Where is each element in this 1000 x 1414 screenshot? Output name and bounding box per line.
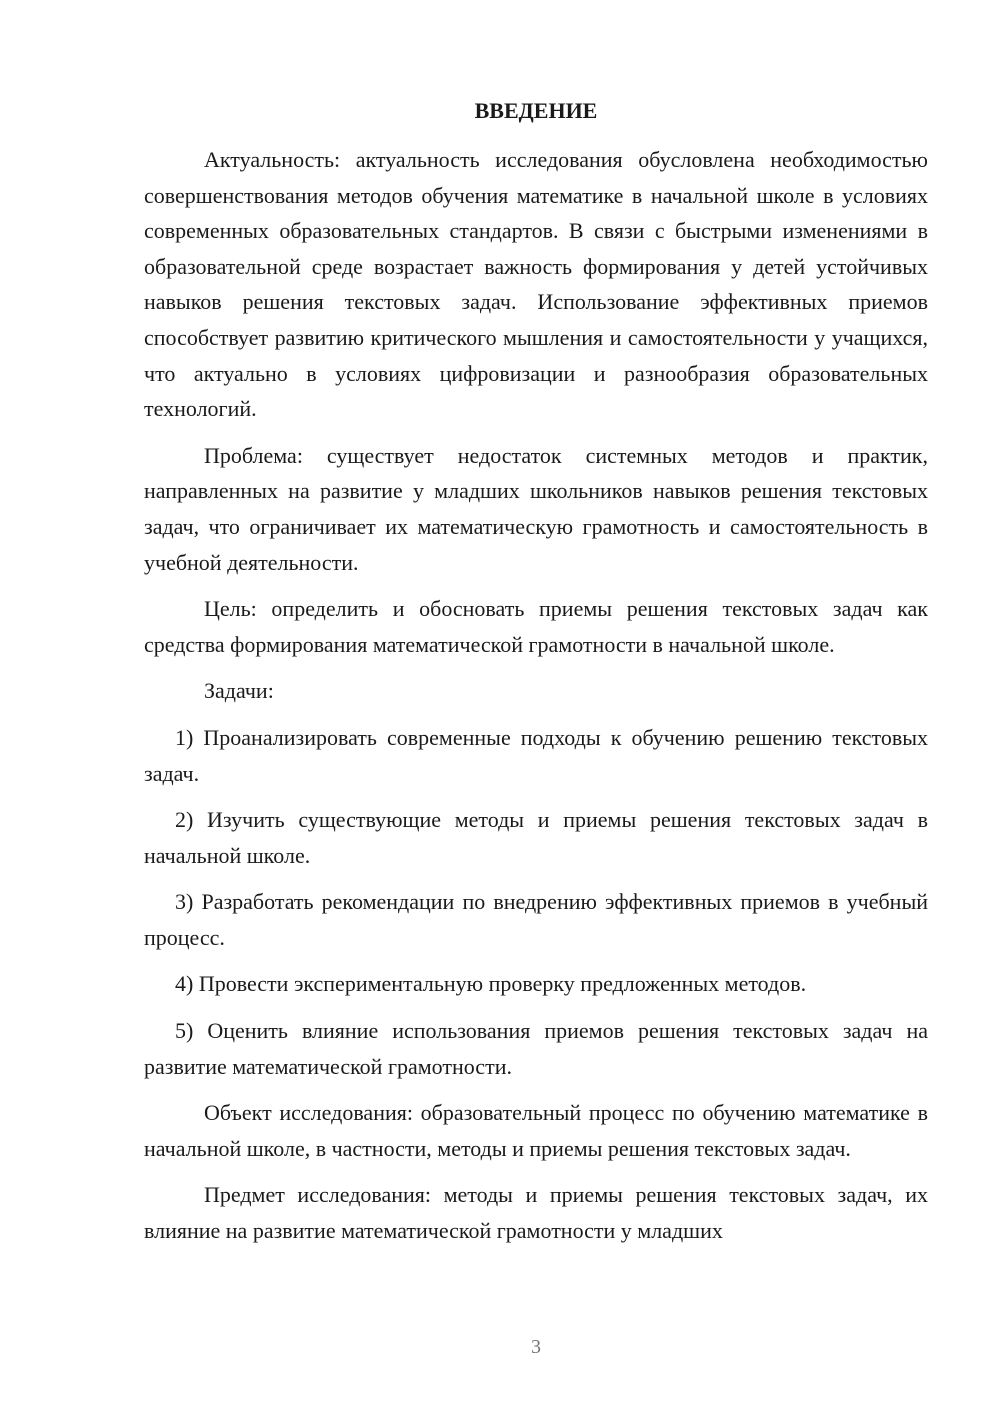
- task-item-2: 2) Изучить существующие методы и приемы решения текстовых задач в начальной школе.: [144, 807, 928, 868]
- task-item-5: 5) Оценить влияние использования приемов решения текстовых задач на развитие математической грамотности.: [144, 1018, 928, 1079]
- relevance-paragraph: Актуальность: актуальность исследования обусловлена необходимостью совершенствования методов обучения математике в начальной школе в условиях современных образовательных стандартов. В связи с быстрыми изменениями в образовательной среде возрастает важность формирования у детей устойчивых навыков решения текстовых задач. Использование эффективных приемов способствует развитию критического мышления и самостоятельности у учащихся, что актуально в условиях цифровизации и разнообразия образовательных технологий.: [144, 147, 928, 422]
- problem-paragraph: Проблема: существует недостаток системных методов и практик, направленных на развитие у младших школьников навыков решения текстовых задач, что ограничивает их математическую грамотность и самостоятельность в учебной деятельности.: [144, 442, 928, 575]
- goal-paragraph: Цель: определить и обосновать приемы решения текстовых задач как средства формирования математической грамотности в начальной школе.: [144, 596, 928, 657]
- task-item-4: 4) Провести экспериментальную проверку предложенных методов.: [175, 971, 807, 997]
- section-title: ВВЕДЕНИЕ: [474, 98, 598, 123]
- research-object-paragraph: Объект исследования: образовательный процесс по обучению математике в начальной школе, в частности, методы и приемы решения текстовых задач.: [144, 1100, 928, 1161]
- body-text: [144, 142, 928, 1260]
- tasks-heading: Задачи:: [204, 678, 274, 704]
- task-item-3: 3) Разработать рекомендации по внедрению эффективных приемов в учебный процесс.: [144, 889, 928, 950]
- task-item-1: 1) Проанализировать современные подходы к обучению решению текстовых задач.: [144, 724, 928, 786]
- research-subject-paragraph: Предмет исследования: методы и приемы решения текстовых задач, их влияние на развитие математической грамотности у младших: [144, 1182, 928, 1244]
- page-number: 3: [531, 1336, 541, 1358]
